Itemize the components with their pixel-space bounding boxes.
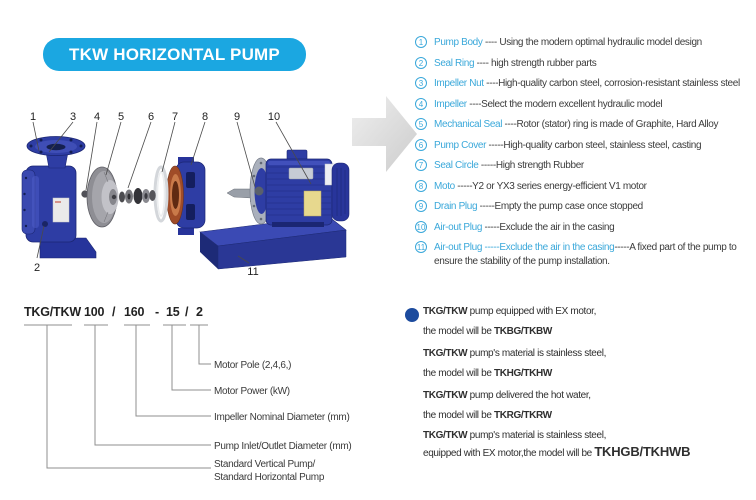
callout-number-9: 9 <box>233 111 241 123</box>
note-group-ex-motor <box>423 302 755 342</box>
note-group-stainless <box>423 344 755 384</box>
part-item-5 <box>415 118 756 132</box>
label-standard-pump-1: Standard Vertical Pump/ <box>214 459 315 470</box>
note-series: TKG/TKW <box>423 390 468 401</box>
label-inlet-outlet: Pump Inlet/Outlet Diameter (mm) <box>214 441 352 452</box>
model-connector-lines <box>24 325 211 468</box>
part-number-badge: 11 <box>416 243 426 252</box>
note-text-line: the model will be <box>423 326 494 337</box>
callout-number-6: 6 <box>147 111 155 123</box>
mechanical-seal-illustration <box>119 188 156 204</box>
callout-number-8: 8 <box>201 111 209 123</box>
model-variant-notes <box>403 302 755 464</box>
callout-number-3: 3 <box>69 111 77 123</box>
part-description: ---- high strength rubber parts <box>474 57 597 69</box>
note-model-code: TKHG/TKHW <box>493 368 552 379</box>
part-description: ----Rotor (stator) ring is made of Graphite, Hard Alloy <box>502 119 719 130</box>
callout-number-1: 1 <box>29 111 37 123</box>
drain-plug-illustration <box>42 221 48 227</box>
label-motor-power: Motor Power (kW) <box>214 386 290 397</box>
part-description: ----Select the modern excellent hydraulic model <box>466 98 663 110</box>
callout-number-10: 10 <box>267 111 281 123</box>
model-segment-inlet: 100 <box>84 305 105 319</box>
parts-list <box>415 36 756 275</box>
note-series: TKG/TKW <box>423 430 468 441</box>
part-item-6 <box>415 139 756 153</box>
part-name: Drain Plug <box>434 201 478 212</box>
model-separator-3: / <box>185 305 189 319</box>
label-motor-pole: Motor Pole (2,4,6,) <box>214 360 292 371</box>
pump-cover-illustration <box>167 157 206 235</box>
model-separator-2: - <box>155 305 159 319</box>
part-description: -----A fixed part of the pump to ensure the stability of the pump installation. <box>434 242 737 267</box>
part-number-badge: 5 <box>415 118 427 130</box>
part-item-3 <box>415 77 756 91</box>
motor-illustration <box>227 150 349 227</box>
part-name: Impeller <box>434 98 467 110</box>
part-description: ----High-quality carbon steel, corrosion-resistant stainless steel <box>483 78 740 89</box>
model-separator-1: / <box>112 305 116 319</box>
model-code-breakdown <box>20 296 360 491</box>
note-text-line: pump delivered the hot water, <box>467 390 591 401</box>
note-model-code: TKRG/TKRW <box>493 410 552 421</box>
note-model-code: TKHGB/TKHWB <box>594 444 691 459</box>
model-segment-pole: 2 <box>196 305 203 319</box>
pump-exploded-diagram <box>0 95 420 295</box>
part-number-badge: 3 <box>415 77 427 89</box>
note-group-hot-water <box>423 386 755 426</box>
bullet-icon <box>405 308 419 322</box>
note-series: TKG/TKW <box>423 306 468 317</box>
note-text-line: the model will be <box>423 410 494 421</box>
callout-number-7: 7 <box>171 111 179 123</box>
part-item-2 <box>415 57 756 71</box>
callout-number-11: 11 <box>247 266 259 278</box>
part-name: Impeller Nut <box>434 78 484 89</box>
note-text-line: pump equipped with EX motor, <box>467 306 597 317</box>
motor-nameplate <box>289 168 313 179</box>
callout-number-5: 5 <box>117 111 125 123</box>
part-name: Pump Cover <box>434 139 487 151</box>
part-number-badge: 2 <box>415 57 427 69</box>
right-arrow-icon <box>352 96 417 172</box>
part-number-badge: 1 <box>415 36 427 48</box>
part-item-9 <box>415 200 756 214</box>
part-description: -----High strength Rubber <box>478 160 584 171</box>
part-description: -----Empty the pump case once stopped <box>477 201 643 212</box>
note-text-line: pump's material is stainless steel, <box>467 430 607 441</box>
label-standard-pump-2: Standard Horizontal Pump <box>214 472 325 483</box>
part-item-11 <box>415 241 749 268</box>
model-segment-impeller: 160 <box>124 305 145 319</box>
model-segment-series: TKG/TKW <box>24 305 81 319</box>
callout-number-2: 2 <box>33 262 41 274</box>
part-description: -----High-quality carbon steel, stainless steel, casting <box>486 139 702 151</box>
title-banner <box>43 38 306 71</box>
part-name: Air-out Plug <box>434 221 483 233</box>
part-name: Moto <box>434 180 455 192</box>
part-name: Seal Ring <box>434 57 475 69</box>
seal-circle-illustration <box>155 167 167 221</box>
part-number-badge: 9 <box>415 200 427 212</box>
part-number-badge: 10 <box>416 222 426 232</box>
part-description: -----Exclude the air in the casing <box>482 221 615 233</box>
part-item-10 <box>415 221 756 235</box>
part-number-badge: 4 <box>415 98 427 110</box>
part-number-badge: 6 <box>415 139 427 151</box>
label-impeller-diameter: Impeller Nominal Diameter (mm) <box>214 412 350 423</box>
impeller-illustration <box>87 167 119 227</box>
note-group-stainless-ex <box>423 428 755 462</box>
model-segment-power: 15 <box>166 305 180 319</box>
part-name: Pump Body <box>434 37 483 48</box>
note-series: TKG/TKW <box>423 348 468 359</box>
part-item-7 <box>415 159 756 173</box>
part-description: -----Y2 or YX3 series energy-efficient V1 motor <box>454 180 647 192</box>
note-model-code: TKBG/TKBW <box>493 326 552 337</box>
part-name: Seal Circle <box>434 160 479 171</box>
page-title: TKW HORIZONTAL PUMP <box>69 44 280 64</box>
part-number-badge: 8 <box>415 180 427 192</box>
motor-yellow-label <box>304 191 321 216</box>
note-text-line: pump's material is stainless steel, <box>467 348 607 359</box>
part-name: Mechanical Seal <box>434 119 503 130</box>
part-item-8 <box>415 180 756 194</box>
part-item-4 <box>415 98 756 112</box>
part-item-1 <box>415 36 756 50</box>
callout-number-4: 4 <box>93 111 101 123</box>
part-name: Air-out Plug -----Exclude the air in the casing <box>434 242 615 253</box>
part-number-badge: 7 <box>415 159 427 171</box>
note-text-line: equipped with EX motor,the model will be <box>423 448 595 459</box>
note-text-line: the model will be <box>423 368 494 379</box>
part-description: ---- Using the modern optimal hydraulic model design <box>482 37 702 48</box>
